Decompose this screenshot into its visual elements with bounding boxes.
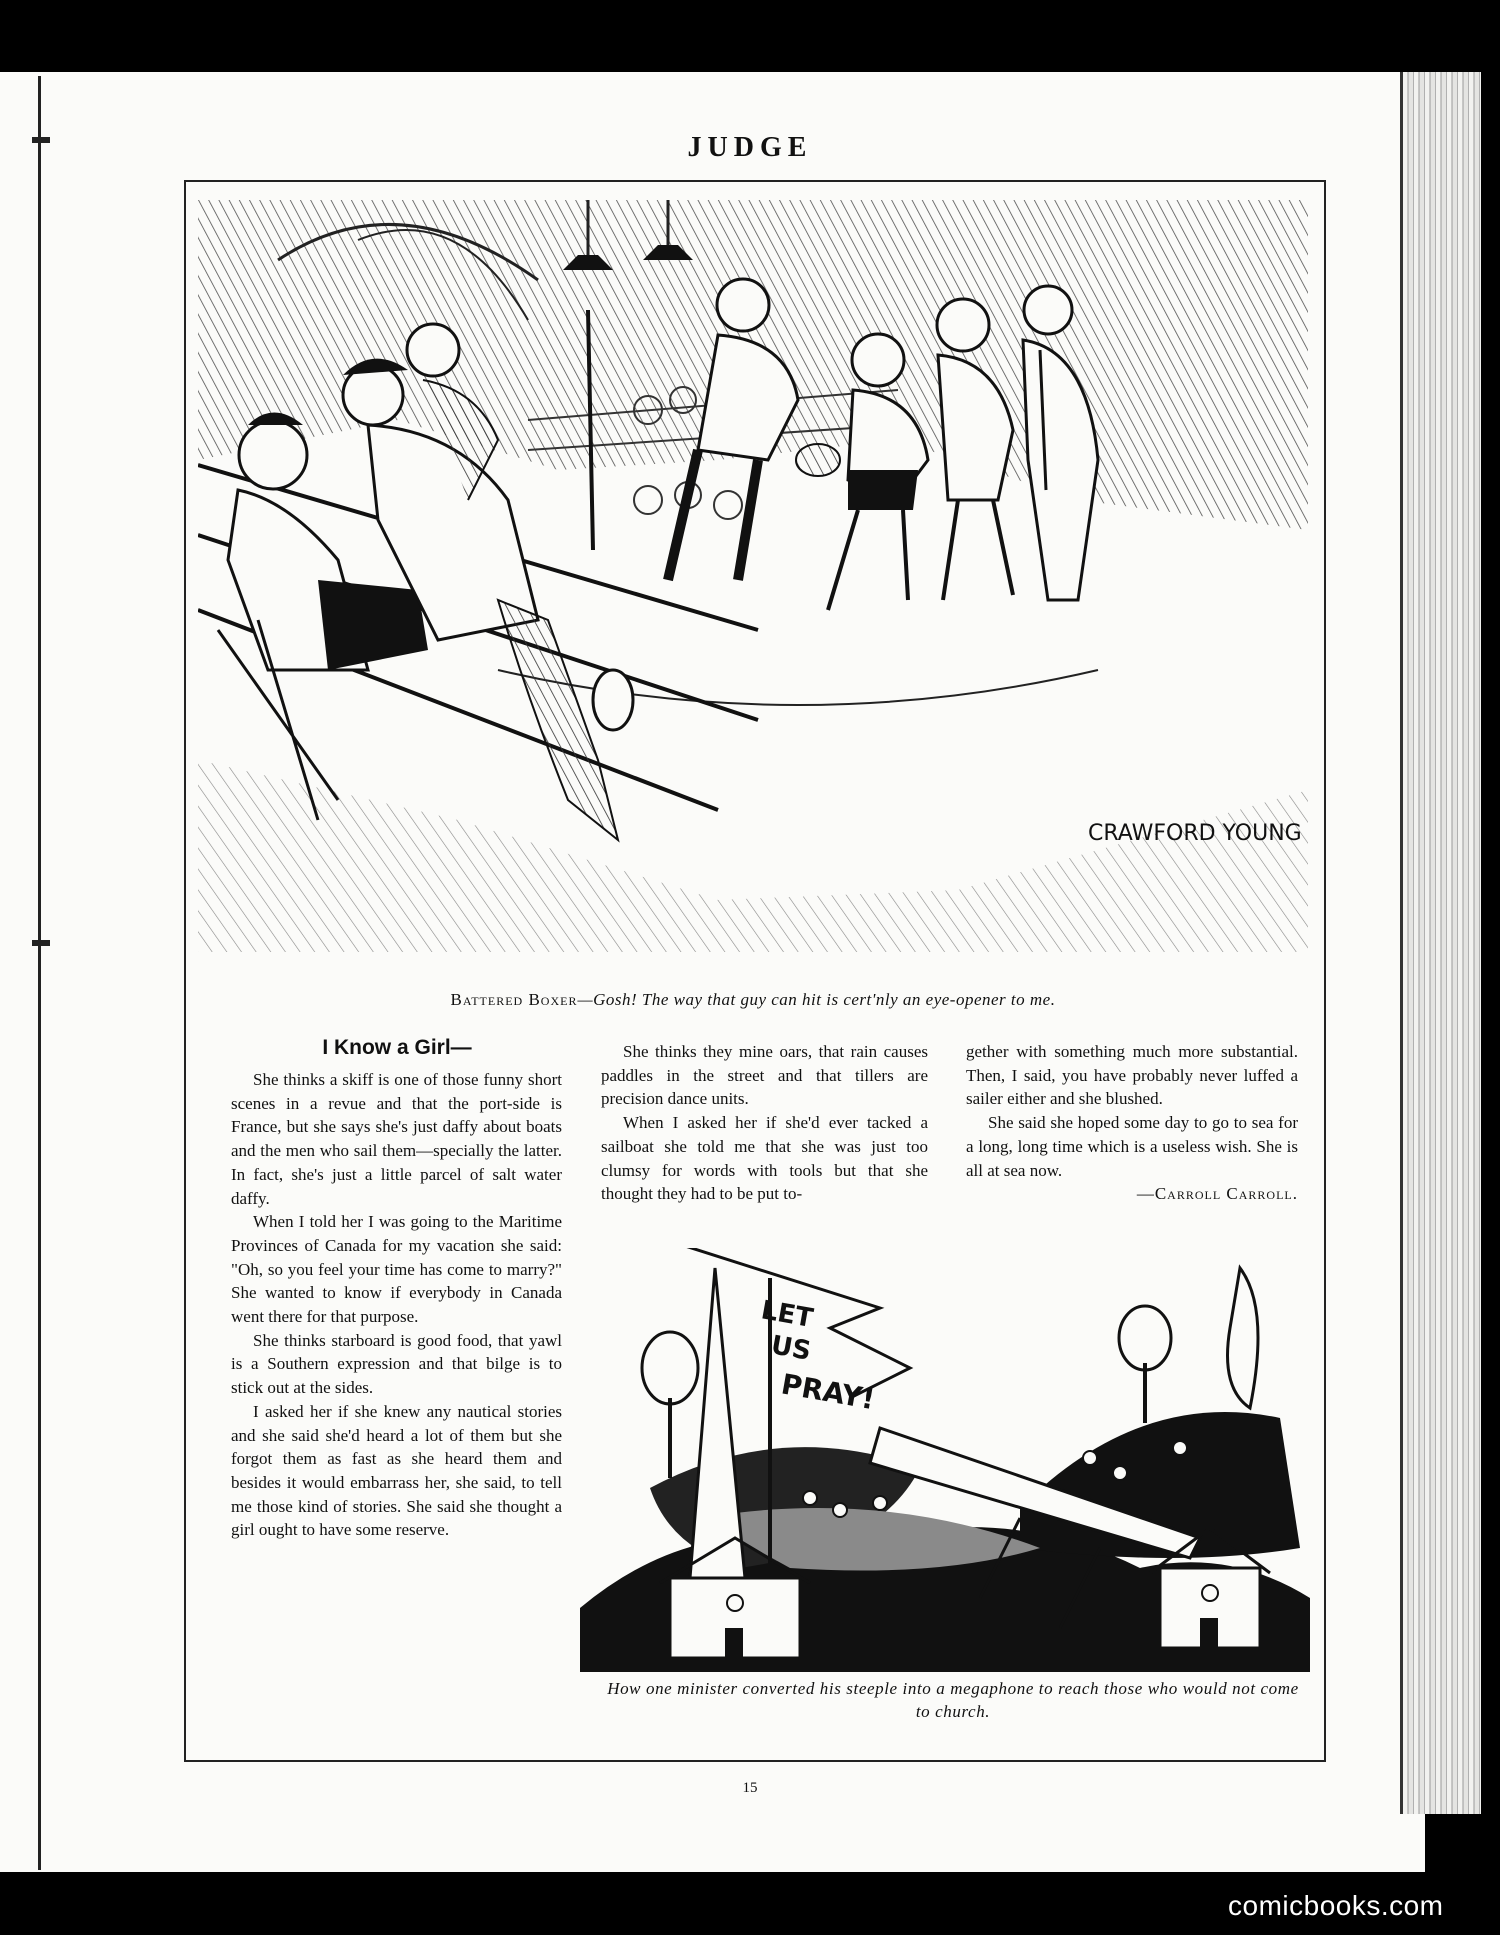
paragraph: She thinks a skiff is one of those funny short scenes in a revue and that the port-side is France, but she says she's just daffy about boats and the men who sail them—specially the latter. In fact, she's just a little parcel of salt water daffy.: [231, 1070, 562, 1208]
paragraph: She thinks starboard is good food, that yawl is a Southern expression and that bilge is to stick out at the sides.: [231, 1330, 562, 1398]
paragraph: When I asked her if she'd ever tacked a sailboat she told me that she was just too clumsy for words with tools but that she thought they had to be put to-: [601, 1113, 928, 1204]
speech-text-let: LET: [758, 1295, 816, 1334]
page-number: 15: [742, 1780, 758, 1796]
speech-text-us: US: [768, 1330, 814, 1367]
article-column-1: [231, 1068, 562, 1542]
article-byline: —Carroll Carroll.: [1136, 1184, 1298, 1204]
paragraph: She thinks they mine oars, that rain causes paddles in the street and that tillers are precision dance units.: [601, 1042, 928, 1109]
paragraph: gether with something much more substantial. Then, I said, you have probably never luffed a sailer either and she blushed.: [966, 1042, 1298, 1109]
paragraph: I asked her if she knew any nautical stories and she said she'd heard a lot of them but she forgot them as fast as she heard them and besides it would embarrass her, she said, to tell me those kind of stories. She said she thought a girl ought to have some reserve.: [231, 1401, 562, 1540]
paragraph: When I told her I was going to the Maritime Provinces of Canada for my vacation she said: "Oh, so you feel your time has come to marry?" She wanted to know if everybody in Canada went there for that purpose.: [231, 1212, 562, 1327]
boxing-cartoon-caption: [198, 990, 1308, 1010]
article-column-2: [601, 1040, 928, 1206]
site-watermark: comicbooks.com: [1228, 1890, 1444, 1921]
steeple-cartoon: [580, 1248, 1310, 1672]
article-column-3: [966, 1040, 1298, 1206]
page-spine-rule: [38, 76, 41, 1870]
boxing-cartoon: [198, 200, 1308, 952]
paragraph: She said she hoped some day to go to sea for a long, long time which is a useless wish. She is all at sea now.: [966, 1113, 1298, 1180]
caption-quote: —Gosh! The way that guy can hit is cert'nly an eye-opener to me.: [577, 990, 1056, 1009]
book-page-edges: [1400, 72, 1481, 1814]
steeple-cartoon-caption: How one minister converted his steeple into a megaphone to reach those who would not come to church.: [607, 1679, 1299, 1721]
article-title: I Know a Girl—: [322, 1036, 472, 1059]
binding-mark: [32, 940, 50, 946]
artist-signature: CRAWFORD YOUNG: [1088, 821, 1302, 846]
masthead: JUDGE: [687, 132, 813, 163]
speech-text-pray: PRAY!: [778, 1367, 878, 1417]
caption-speaker: Battered Boxer: [450, 990, 578, 1009]
